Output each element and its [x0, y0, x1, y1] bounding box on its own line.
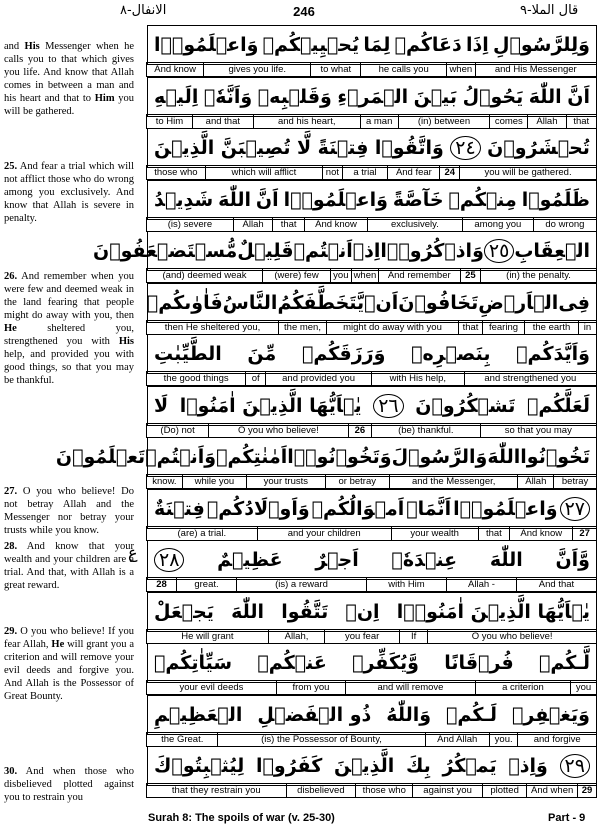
gloss-cell: when	[351, 268, 379, 283]
gloss-cell: to Him	[146, 114, 193, 129]
gloss-cell: so that you may	[480, 423, 597, 438]
arabic-word: اللّٰهَ	[528, 85, 562, 108]
gloss-cell: 29	[577, 783, 597, 798]
surah-name-header: الانفال-٨	[120, 3, 167, 18]
arabic-word: وَقَلۡبِهٖ	[257, 85, 332, 108]
gloss-cell: (and) deemed weak	[146, 268, 263, 283]
arabic-word: يَجۡعَلْ	[154, 600, 214, 623]
gloss-line	[147, 62, 597, 77]
arabic-word: الۡاَرۡضِ	[478, 291, 559, 314]
gloss-cell: And know	[509, 526, 573, 541]
arabic-word: وَاتَّقُوۡا	[374, 137, 444, 159]
gloss-cell: that	[478, 526, 511, 541]
arabic-word: ظَلَمُوۡا	[521, 188, 590, 211]
gloss-cell: (in) the penalty.	[480, 268, 597, 283]
arabic-word: وَاعۡلَمُوۡۤا	[154, 34, 259, 56]
arabic-word: لَّـكُمۡ	[538, 652, 590, 674]
gloss-cell: a criterion	[475, 680, 571, 695]
arabic-word: مِنۡكُمۡ	[448, 188, 517, 211]
gloss-cell: fearing	[482, 320, 525, 335]
ruku-mark: ع	[128, 543, 138, 562]
arabic-word: اللّٰهَ	[487, 446, 521, 468]
arabic-word: تَخُوۡنُوا	[520, 446, 590, 468]
gloss-cell: might do away with you	[326, 320, 459, 335]
arabic-word: بِكَ	[405, 755, 431, 777]
arabic-word: عَنۡكُمۡ	[257, 652, 327, 674]
arabic-word: فِتۡنَةٌ	[154, 497, 205, 520]
gloss-cell: that	[272, 217, 305, 232]
arabic-word: اللّٰهَ	[231, 600, 265, 623]
gloss-cell: exclusively.	[367, 217, 463, 232]
arabic-line	[147, 592, 597, 632]
gloss-cell: O you who believe!	[427, 629, 597, 644]
arabic-word: النَّاسُ	[222, 291, 278, 314]
gloss-cell: the Great.	[146, 732, 218, 747]
gloss-cell: or betray	[325, 474, 390, 489]
verse-number-marker: ٢٨	[154, 548, 184, 572]
gloss-line	[147, 629, 597, 644]
arabic-word: اَنۡتُمۡ	[293, 240, 353, 262]
arabic-word: لَعَلَّكُمۡ	[527, 394, 590, 417]
gloss-cell: and strengthened you	[464, 371, 597, 386]
gloss-cell: that	[566, 114, 598, 129]
arabic-word: اَمٰنٰتِكُمۡ	[216, 446, 288, 468]
gloss-cell: that	[458, 320, 483, 335]
arabic-word: عِنۡدَهٗۤ	[391, 549, 458, 571]
arabic-word: لَّا	[296, 137, 312, 159]
arabic-word: الۡمَرۡءِ	[337, 85, 409, 108]
arabic-word: يَحُوۡلُ	[462, 85, 524, 108]
page-header	[0, 0, 608, 24]
gloss-cell: and provided you	[265, 371, 372, 386]
arabic-word: سَيِّاٰتِكُمۡ	[154, 652, 233, 674]
gloss-cell: betray	[553, 474, 597, 489]
verse-number-marker: ٢٥	[484, 239, 514, 263]
gloss-cell: you.	[489, 732, 519, 747]
arabic-word: وَرَزَقَكُمۡ	[301, 343, 386, 365]
gloss-cell: you fear	[324, 629, 400, 644]
arabic-line	[147, 643, 597, 683]
gloss-cell: and His Messenger	[475, 62, 597, 77]
gloss-cell: that they restrain you	[146, 783, 286, 798]
arabic-word: اِلَيۡهِ	[154, 85, 199, 108]
arabic-word: يَمۡكُرُ	[442, 755, 497, 777]
arabic-word: شَدِيۡدُ	[154, 188, 214, 211]
verse-number-marker: ٢٤	[450, 136, 480, 160]
juz-name-header: قال الملا-٩	[520, 3, 579, 18]
gloss-cell: and the Messenger,	[389, 474, 519, 489]
arabic-line	[147, 386, 597, 426]
arabic-word: اَنۡ	[364, 291, 399, 314]
arabic-word: الطَّيِّبٰتِ	[154, 343, 222, 365]
arabic-word: بِنَصۡرِهٖ	[411, 343, 491, 365]
gloss-cell: Allah -	[446, 577, 517, 592]
gloss-cell: not	[322, 165, 343, 180]
arabic-word: يٰۤاَيُّهَا الَّذِيۡنَ اٰمَنُوۡۤا	[396, 600, 590, 623]
gloss-cell: 25	[460, 268, 481, 283]
arabic-word: اِنۡ	[345, 600, 380, 623]
arabic-word: وَاللّٰهُ	[386, 703, 432, 726]
gloss-cell: of	[245, 371, 266, 386]
gloss-cell: Allah	[233, 217, 273, 232]
gloss-cell: And remember	[378, 268, 461, 283]
gloss-line	[147, 217, 597, 232]
gloss-cell: those who	[146, 165, 206, 180]
gloss-cell: (were) few	[262, 268, 331, 283]
gloss-cell: those who	[355, 783, 413, 798]
arabic-word: تَخَافُوۡنَ	[398, 291, 479, 314]
gloss-cell: you	[330, 268, 351, 283]
arabic-word: دَعَاكُمۡ	[394, 34, 462, 56]
gloss-cell: he calls you	[360, 62, 447, 77]
arabic-word: وَلِلرَّسُوۡلِ	[492, 34, 590, 56]
verse-number-marker: ٢٧	[560, 497, 590, 521]
verse-number-marker: ٢٦	[373, 394, 403, 418]
gloss-cell: And fear	[387, 165, 440, 180]
arabic-word: وَاَوۡلَادُكُمۡ	[206, 497, 310, 520]
translation-paragraph: 30. And when those who disbelieved plotted against you to restrain you	[4, 766, 134, 803]
gloss-line	[147, 783, 597, 798]
gloss-line	[147, 526, 597, 541]
arabic-word: اَنَّ	[255, 188, 279, 211]
gloss-cell: 28	[146, 577, 177, 592]
arabic-word: يُحۡيِيۡكُمۡ	[262, 34, 360, 56]
arabic-word: وَّاَنَّ	[555, 549, 590, 571]
arabic-word: تَتَّقُوا	[281, 600, 329, 623]
gloss-cell: comes	[489, 114, 528, 129]
gloss-cell: Allah,	[268, 629, 325, 644]
gloss-line	[147, 371, 597, 386]
arabic-word: الۡعَظِيۡمِ	[154, 703, 243, 726]
arabic-word: يَّتَخَطَّفَكُمُ	[277, 291, 365, 314]
gloss-cell: your trusts	[246, 474, 326, 489]
gloss-cell: your wealth	[391, 526, 479, 541]
gloss-cell: (are) a trial.	[146, 526, 258, 541]
gloss-cell: and your children	[257, 526, 392, 541]
gloss-cell: 27	[572, 526, 597, 541]
arabic-word: اِذَا	[465, 34, 489, 56]
arabic-word: الۡعِقَابِ	[514, 240, 590, 262]
verse-number-marker: ٢٩	[560, 754, 590, 778]
arabic-line	[147, 25, 597, 65]
gloss-cell: If	[399, 629, 428, 644]
arabic-word: وَاعۡلَمُوۡۤا	[283, 188, 388, 211]
arabic-word: مُّسۡتَضۡعَفُوۡنَ	[92, 240, 238, 262]
arabic-word: لِيُثۡبِتُوۡكَ	[154, 755, 245, 777]
gloss-line	[147, 680, 597, 695]
arabic-word: اَنَّمَاۤ	[406, 497, 452, 520]
gloss-cell: know.	[146, 474, 183, 489]
arabic-word: تُحۡشَرُوۡنَ	[487, 137, 590, 159]
gloss-line	[147, 320, 597, 335]
gloss-cell: against you	[412, 783, 483, 798]
arabic-word: خَآصَّةً	[392, 188, 444, 211]
gloss-cell: when	[446, 62, 476, 77]
translation-paragraph: and His Messenger when he calls you to that which gives you life. And know that Allah comes in between a man and his heart and that to Him you will be gathered.	[4, 41, 135, 117]
translation-column	[0, 40, 140, 803]
gloss-line	[147, 114, 597, 129]
gloss-cell: And when	[526, 783, 578, 798]
arabic-word: وَاِذۡ	[508, 755, 548, 777]
arabic-line	[147, 77, 597, 117]
arabic-word: تُصِيۡبَنَّ	[220, 137, 291, 159]
arabic-line	[92, 231, 597, 271]
arabic-word: وَاذۡكُرُوۡۤا	[380, 240, 484, 262]
gloss-cell: (in) between	[398, 114, 491, 129]
gloss-cell: from you	[276, 680, 346, 695]
gloss-cell: and forgive	[517, 732, 597, 747]
arabic-line	[147, 540, 597, 580]
gloss-cell: the men,	[278, 320, 327, 335]
gloss-cell: 26	[348, 423, 372, 438]
arabic-word: وَتَخُوۡنُوۡۤا	[287, 446, 392, 468]
gloss-cell: a man	[360, 114, 399, 129]
arabic-word: فِى	[558, 291, 590, 314]
gloss-line	[147, 268, 597, 283]
arabic-word: اَمۡوَالُكُمۡ	[311, 497, 405, 520]
gloss-line	[147, 423, 597, 438]
gloss-cell: plotted	[482, 783, 527, 798]
arabic-word: وَاَنَّهٗۤ	[203, 85, 253, 108]
arabic-word: كَفَرُوۡا	[256, 755, 323, 777]
arabic-word: لَا	[154, 394, 169, 417]
arabic-word: يٰۤاَيُّهَا الَّذِيۡنَ اٰمَنُوۡا	[179, 394, 362, 417]
gloss-cell: great.	[176, 577, 237, 592]
gloss-cell: and will remove	[345, 680, 476, 695]
arabic-line	[147, 180, 597, 220]
arabic-line	[147, 128, 597, 168]
arabic-word: وَّيُكَفِّرۡ	[352, 652, 419, 674]
gloss-cell: 24	[439, 165, 460, 180]
gloss-cell: with Him	[366, 577, 447, 592]
gloss-cell: (Do) not	[146, 423, 209, 438]
gloss-cell: and that	[192, 114, 254, 129]
page-number: 246	[293, 4, 315, 19]
arabic-line	[147, 334, 597, 374]
arabic-line	[147, 746, 597, 786]
gloss-cell: among you	[462, 217, 534, 232]
gloss-line	[147, 732, 597, 747]
arabic-word: فَاٰوٰٮكُمۡ	[146, 291, 223, 314]
gloss-line	[147, 474, 597, 489]
arabic-word: بَيۡنَ	[413, 85, 458, 108]
gloss-cell: while you	[182, 474, 247, 489]
gloss-cell: you will be gathered.	[459, 165, 597, 180]
arabic-word: اللّٰهَ	[218, 188, 252, 211]
arabic-word: وَيَغۡفِرۡ	[512, 703, 590, 726]
arabic-word: الَّذِيۡنَ	[333, 755, 395, 777]
arabic-line	[55, 437, 597, 477]
arabic-line	[147, 489, 597, 529]
gloss-cell: Allah	[517, 474, 554, 489]
part-label: Part - 9	[548, 812, 586, 824]
arabic-word: فِتۡنَةً	[317, 137, 369, 159]
gloss-cell: and his heart,	[253, 114, 361, 129]
arabic-word: وَاَيَّدَكُمۡ	[516, 343, 590, 365]
translation-paragraph: 27. O you who believe! Do not betray Allah and the Messenger nor betray your trusts while you know.	[4, 486, 134, 536]
gloss-cell: O you who believe!	[208, 423, 349, 438]
arabic-line	[147, 695, 597, 735]
arabic-word: وَاعۡلَمُوۡۤا	[453, 497, 558, 520]
gloss-cell: disbelieved	[286, 783, 357, 798]
arabic-word: قَلِيۡلٌ	[237, 240, 294, 262]
arabic-word: الَّذِيۡنَ	[154, 137, 215, 159]
gloss-cell: (be) thankful.	[371, 423, 481, 438]
arabic-word: تَشۡكُرُوۡنَ	[415, 394, 516, 417]
gloss-cell: a trial	[342, 165, 389, 180]
page-footer	[0, 806, 608, 830]
gloss-cell: the earth	[524, 320, 579, 335]
arabic-word: اللّٰهَ	[489, 549, 523, 571]
arabic-line	[147, 283, 597, 323]
arabic-word: فُرۡقَانًا	[444, 652, 514, 674]
gloss-cell: And know	[304, 217, 368, 232]
arabic-word: عَظِيۡمٌ	[217, 549, 283, 571]
gloss-cell: to what	[310, 62, 361, 77]
gloss-cell: Allah	[527, 114, 566, 129]
gloss-cell: He will grant	[146, 629, 269, 644]
translation-paragraph: 25. And fear a trial which will not afflict those who do wrong among you exclusively. And know that Allah is severe in penalty.	[4, 161, 134, 224]
gloss-cell: And that	[516, 577, 597, 592]
arabic-word: اَنَّ	[567, 85, 590, 108]
gloss-cell: gives you life.	[203, 62, 311, 77]
surah-title-footer: Surah 8: The spoils of war (v. 25-30)	[148, 812, 335, 824]
arabic-word: وَالرَّسُوۡلَ	[391, 446, 488, 468]
arabic-word: اِذۡ	[352, 240, 381, 262]
gloss-cell: (is) severe	[146, 217, 234, 232]
arabic-word: اَجۡرٌ	[315, 549, 359, 571]
gloss-line	[147, 577, 597, 592]
translation-paragraph: 29. O you who believe! If you fear Allah, He will grant you a criterion and will remove your evil deeds and forgive you. And Allah is the Possessor of Great Bounty.	[4, 626, 134, 702]
arabic-word: مِّنَ	[247, 343, 277, 365]
gloss-cell: which will afflict	[205, 165, 323, 180]
translation-paragraph: 28. And know that your wealth and your children are a trial. And that, with Allah is a great reward.	[4, 541, 134, 591]
gloss-cell: do wrong	[533, 217, 597, 232]
gloss-cell: then He sheltered you,	[146, 320, 279, 335]
gloss-line	[147, 165, 597, 180]
gloss-cell: in	[578, 320, 597, 335]
gloss-cell: (is) a reward	[236, 577, 367, 592]
arabic-word: تَعۡلَمُوۡنَ	[55, 446, 146, 468]
arabic-word: لِمَا	[363, 34, 391, 56]
gloss-cell: (is) the Possessor of Bounty,	[217, 732, 425, 747]
arabic-word: لَـكُمۡ	[446, 703, 498, 726]
gloss-cell: with His help,	[371, 371, 465, 386]
gloss-cell: the good things	[146, 371, 246, 386]
arabic-word: وَاَنۡتُمۡ	[145, 446, 217, 468]
arabic-word: ذُو الۡفَضۡلِ	[257, 703, 372, 726]
gloss-cell: your evil deeds	[146, 680, 277, 695]
gloss-cell: you	[570, 680, 597, 695]
translation-paragraph: 26. And remember when you were few and deemed weak in the land fearing that people might do away with you, then He sheltered you, strengthened you with His help, and provided you with good things, so that you may be thankful.	[4, 271, 134, 386]
gloss-cell: And know	[146, 62, 204, 77]
gloss-cell: And Allah	[425, 732, 490, 747]
